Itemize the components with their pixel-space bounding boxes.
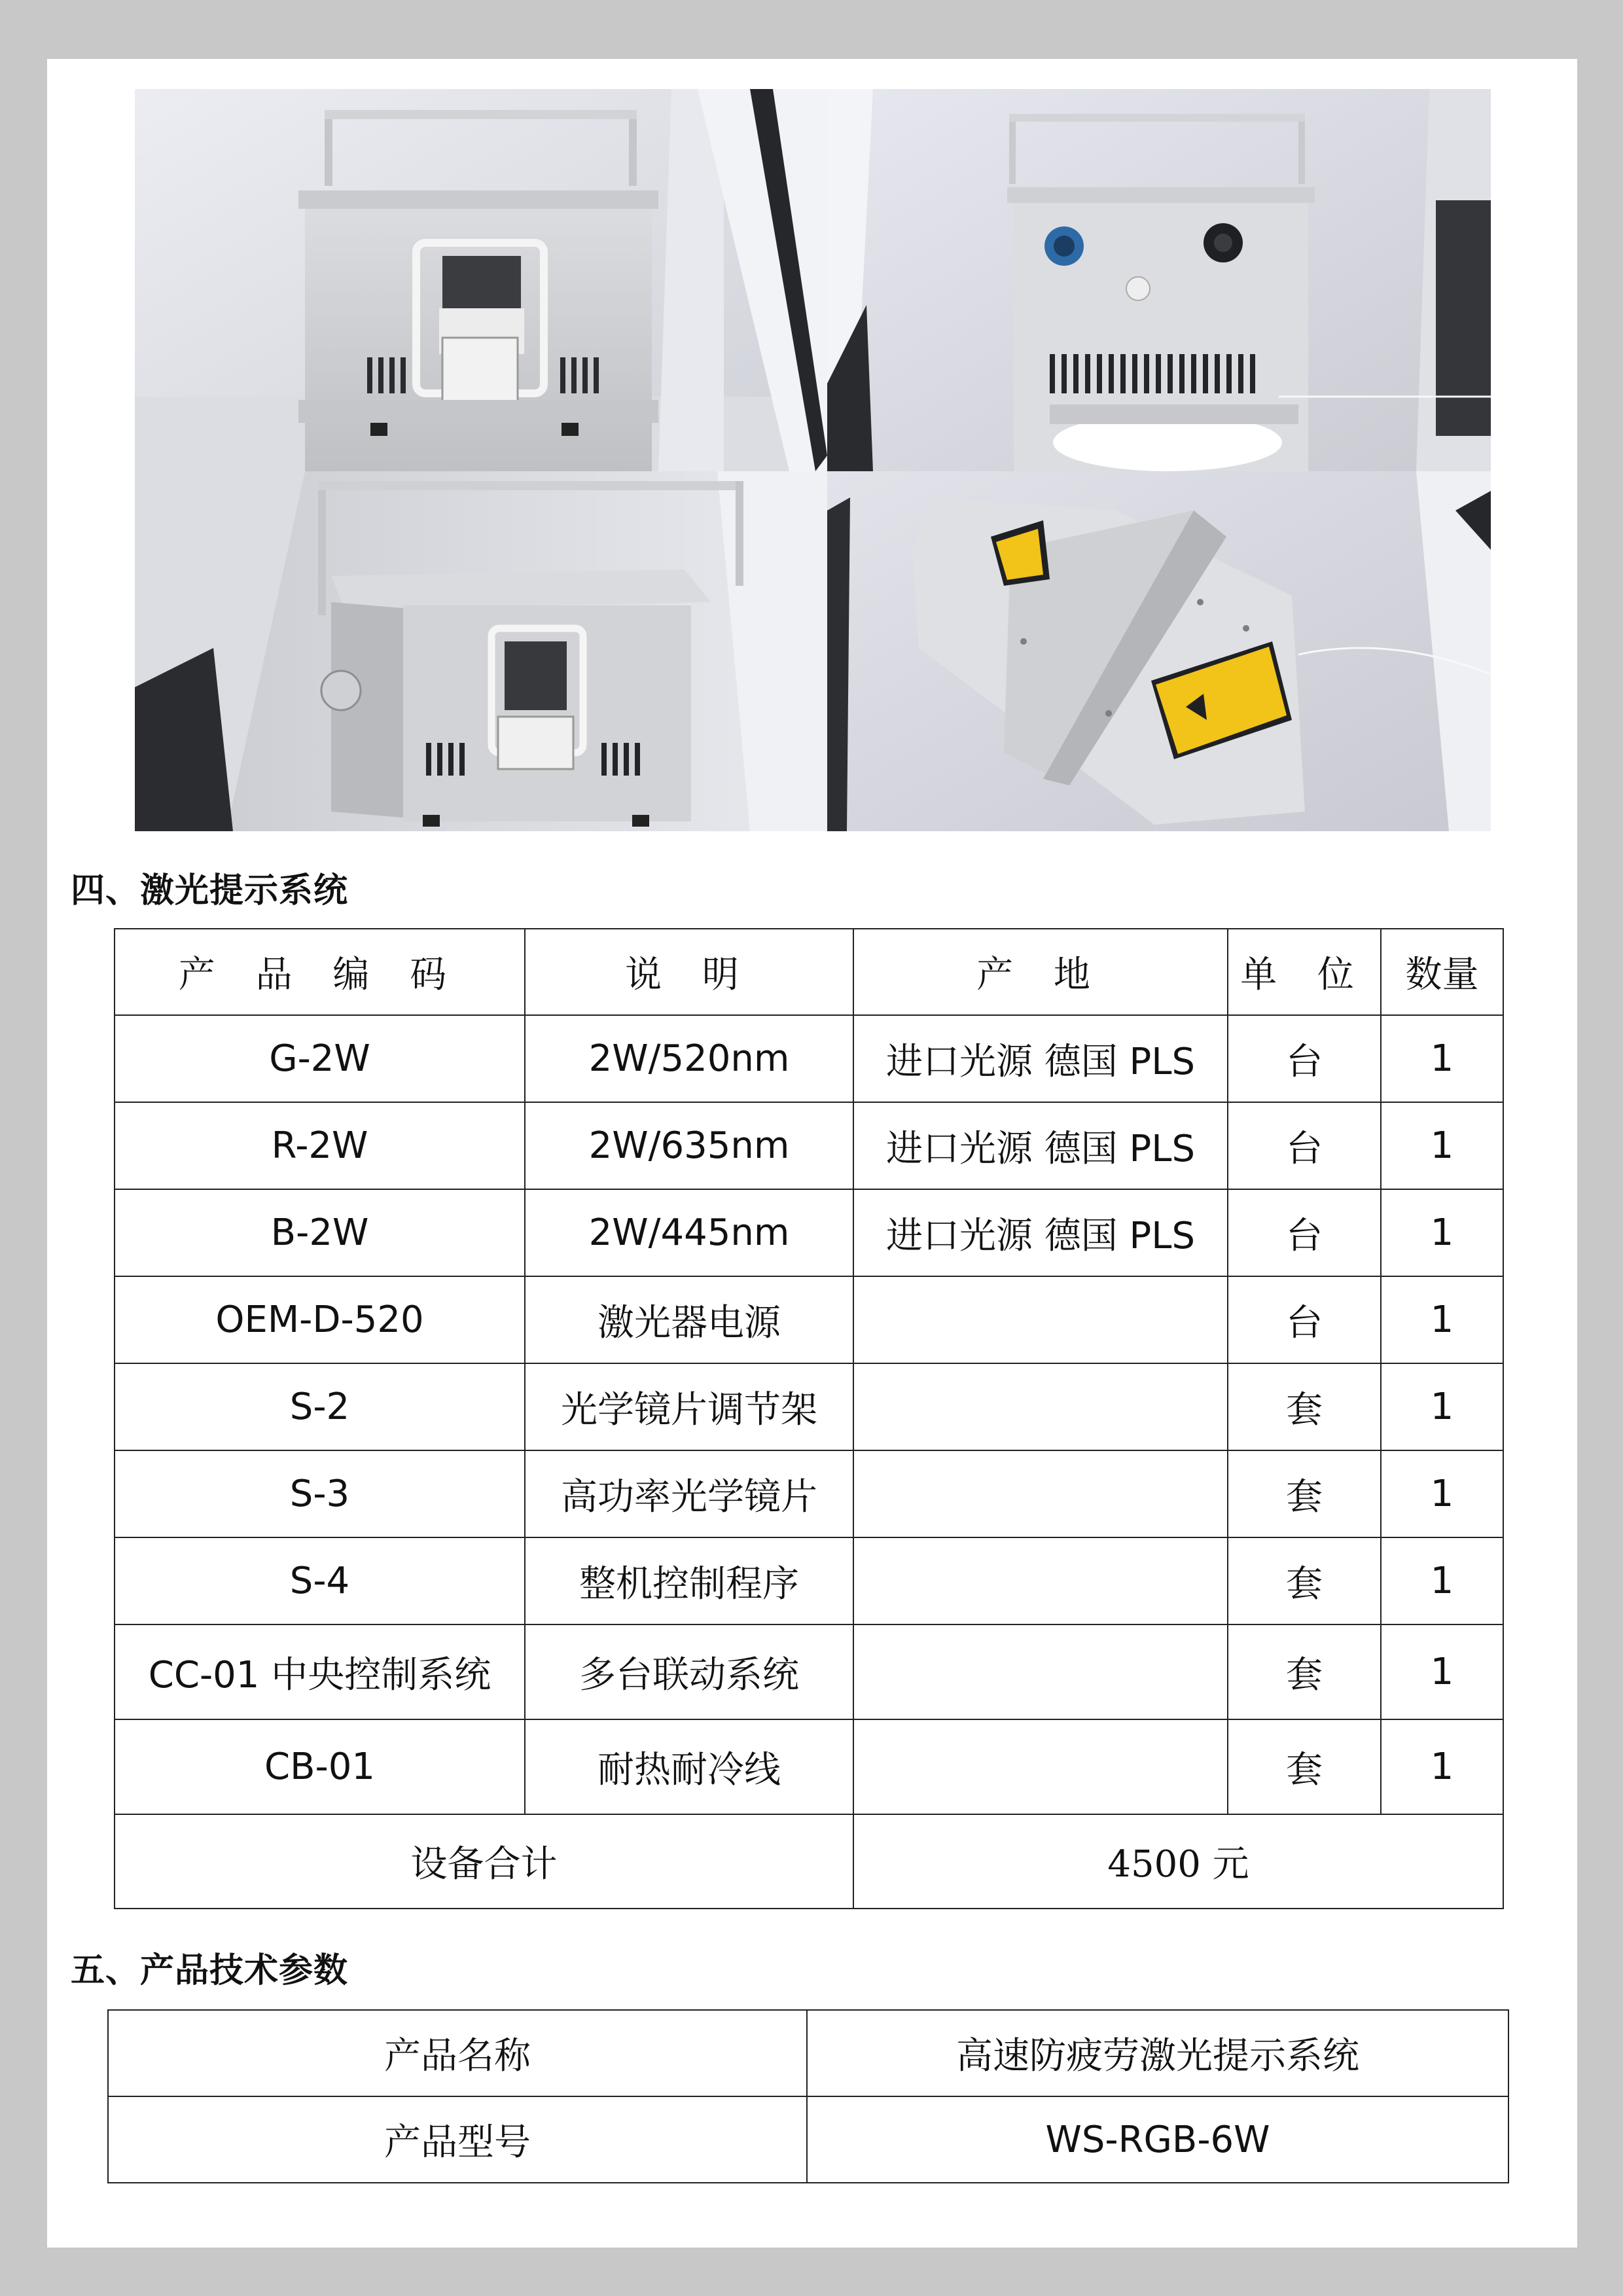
cell-unit: 套 bbox=[1228, 1537, 1381, 1624]
cell-code: R-2W bbox=[115, 1102, 525, 1189]
cell-origin bbox=[853, 1450, 1228, 1537]
header-product-code: 产 品 编 码 bbox=[115, 929, 525, 1015]
cell-origin: 进口光源 德国 PLS bbox=[853, 1189, 1228, 1276]
cell-description: 高功率光学镜片 bbox=[525, 1450, 853, 1537]
cell-origin bbox=[853, 1719, 1228, 1814]
cell-quantity: 1 bbox=[1381, 1015, 1503, 1102]
cell-code: B-2W bbox=[115, 1189, 525, 1276]
table-row bbox=[115, 1719, 1503, 1814]
product-photo-front bbox=[135, 89, 827, 471]
cell-quantity: 1 bbox=[1381, 1276, 1503, 1363]
cell-code: S-4 bbox=[115, 1537, 525, 1624]
equipment-table bbox=[114, 928, 1504, 1909]
cell-quantity: 1 bbox=[1381, 1624, 1503, 1719]
total-value: 4500 元 bbox=[853, 1814, 1503, 1909]
table-row bbox=[115, 1102, 1503, 1189]
cell-origin: 进口光源 德国 PLS bbox=[853, 1015, 1228, 1102]
cell-unit: 套 bbox=[1228, 1624, 1381, 1719]
table-row bbox=[115, 1450, 1503, 1537]
table-row bbox=[108, 2010, 1508, 2096]
cell-code: S-3 bbox=[115, 1450, 525, 1537]
header-unit: 单 位 bbox=[1228, 929, 1381, 1015]
cell-description: 整机控制程序 bbox=[525, 1537, 853, 1624]
table-row bbox=[115, 1624, 1503, 1719]
table-row bbox=[108, 2096, 1508, 2183]
param-label: 产品型号 bbox=[108, 2096, 807, 2183]
cell-quantity: 1 bbox=[1381, 1450, 1503, 1537]
cell-code: S-2 bbox=[115, 1363, 525, 1450]
cell-quantity: 1 bbox=[1381, 1719, 1503, 1814]
table-row bbox=[115, 1276, 1503, 1363]
cell-unit: 台 bbox=[1228, 1189, 1381, 1276]
cell-description: 耐热耐冷线 bbox=[525, 1719, 853, 1814]
tech-params-table bbox=[107, 2009, 1509, 2183]
cell-origin bbox=[853, 1363, 1228, 1450]
cell-quantity: 1 bbox=[1381, 1537, 1503, 1624]
cell-description: 光学镜片调节架 bbox=[525, 1363, 853, 1450]
cell-description: 2W/520nm bbox=[525, 1015, 853, 1102]
total-label: 设备合计 bbox=[115, 1814, 853, 1909]
header-description: 说 明 bbox=[525, 929, 853, 1015]
cell-unit: 套 bbox=[1228, 1363, 1381, 1450]
section-heading-tech-params: 五、产品技术参数 bbox=[71, 1951, 349, 1990]
param-label: 产品名称 bbox=[108, 2010, 807, 2096]
cell-origin bbox=[853, 1276, 1228, 1363]
table-row bbox=[115, 1015, 1503, 1102]
cell-origin bbox=[853, 1624, 1228, 1719]
cell-code: CC-01 中央控制系统 bbox=[115, 1624, 525, 1719]
cell-code: CB-01 bbox=[115, 1719, 525, 1814]
header-quantity: 数量 bbox=[1381, 929, 1503, 1015]
cell-unit: 台 bbox=[1228, 1102, 1381, 1189]
product-photo-top bbox=[827, 471, 1491, 831]
cell-description: 激光器电源 bbox=[525, 1276, 853, 1363]
cell-description: 多台联动系统 bbox=[525, 1624, 853, 1719]
cell-quantity: 1 bbox=[1381, 1102, 1503, 1189]
table-header-row bbox=[115, 929, 1503, 1015]
table-row bbox=[115, 1363, 1503, 1450]
cell-description: 2W/445nm bbox=[525, 1189, 853, 1276]
header-origin: 产 地 bbox=[853, 929, 1228, 1015]
cell-quantity: 1 bbox=[1381, 1189, 1503, 1276]
param-value: 高速防疲劳激光提示系统 bbox=[807, 2010, 1508, 2096]
product-photo-angle bbox=[135, 471, 827, 831]
cell-description: 2W/635nm bbox=[525, 1102, 853, 1189]
param-value: WS-RGB-6W bbox=[807, 2096, 1508, 2183]
table-total-row bbox=[115, 1814, 1503, 1909]
cell-code: OEM-D-520 bbox=[115, 1276, 525, 1363]
product-photo-rear bbox=[827, 89, 1491, 471]
cell-origin bbox=[853, 1537, 1228, 1624]
cell-unit: 台 bbox=[1228, 1015, 1381, 1102]
cell-unit: 台 bbox=[1228, 1276, 1381, 1363]
cell-quantity: 1 bbox=[1381, 1363, 1503, 1450]
cell-unit: 套 bbox=[1228, 1450, 1381, 1537]
section-heading-laser-system: 四、激光提示系统 bbox=[71, 871, 349, 910]
cell-unit: 套 bbox=[1228, 1719, 1381, 1814]
table-row bbox=[115, 1189, 1503, 1276]
cell-code: G-2W bbox=[115, 1015, 525, 1102]
table-row bbox=[115, 1537, 1503, 1624]
product-photo-grid bbox=[135, 89, 1491, 831]
cell-origin: 进口光源 德国 PLS bbox=[853, 1102, 1228, 1189]
